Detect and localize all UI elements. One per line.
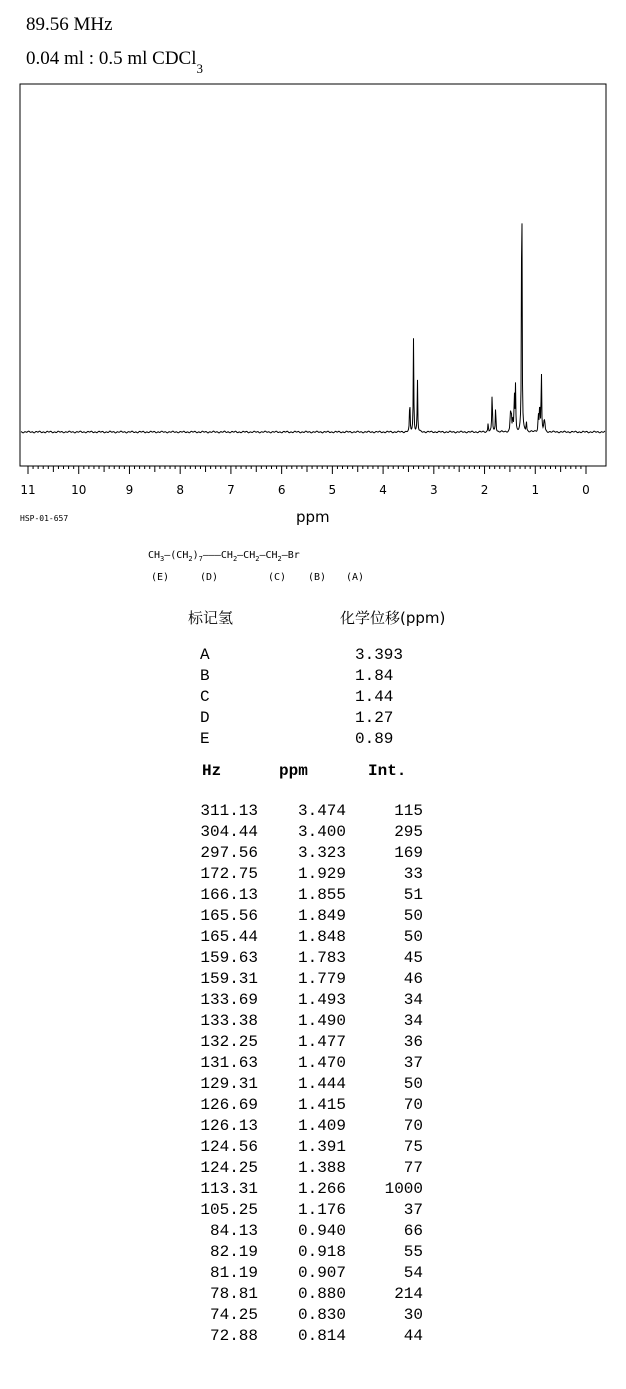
peak-ppm-cell: 1.415 (297, 1096, 346, 1114)
shift-row-value: 1.84 (355, 667, 394, 685)
peak-hz-cell: 166.13 (200, 886, 258, 904)
peak-ppm-cell: 1.779 (297, 970, 346, 988)
group-label-c: (C) (268, 572, 287, 583)
x-tick-label: 9 (125, 483, 134, 497)
peak-hz-cell: 82.19 (209, 1243, 258, 1261)
x-tick-label: 5 (328, 483, 337, 497)
shift-row-value: 1.44 (355, 688, 394, 706)
peak-int-cell: 75 (403, 1138, 423, 1156)
solvent-text: 0.04 ml : 0.5 ml CDCl (26, 48, 197, 69)
peak-ppm-cell: 1.493 (297, 991, 346, 1009)
peak-ppm-cell: 0.880 (297, 1285, 346, 1303)
peak-ppm-cell: 1.783 (297, 949, 346, 967)
shift-row-label: D (200, 709, 210, 727)
peak-int-cell: 46 (403, 970, 423, 988)
peak-hz-cell: 133.38 (200, 1012, 258, 1030)
peak-ppm-cell: 1.470 (297, 1054, 346, 1072)
peak-ppm-cell: 1.477 (297, 1033, 346, 1051)
shift-row-label: E (200, 730, 210, 748)
peak-ppm-cell: 1.444 (297, 1075, 346, 1093)
shift-row-value: 3.393 (355, 646, 404, 664)
peak-hz-cell: 304.44 (200, 823, 258, 841)
peak-header-hz: Hz (202, 762, 222, 780)
spectrum-code: HSP-01-657 (20, 514, 69, 523)
peak-int-cell: 30 (403, 1306, 423, 1324)
peak-hz-cell: 159.63 (200, 949, 258, 967)
peak-hz-cell: 159.31 (200, 970, 258, 988)
x-axis-ticks (28, 466, 586, 474)
peak-header-int: Int. (368, 762, 407, 780)
peak-hz-cell: 126.69 (200, 1096, 258, 1114)
peak-hz-cell: 78.81 (209, 1285, 258, 1303)
structure-formula (148, 550, 300, 563)
peak-int-cell: 214 (394, 1285, 423, 1303)
x-tick-label: 6 (277, 483, 286, 497)
peak-int-cell: 34 (403, 991, 423, 1009)
peak-ppm-cell: 1.848 (297, 928, 346, 946)
peak-hz-cell: 311.13 (200, 802, 258, 820)
peak-int-cell: 55 (403, 1243, 423, 1261)
group-label-b: (B) (308, 572, 327, 583)
peak-ppm-cell: 1.855 (297, 886, 346, 904)
peak-hz-cell: 113.31 (200, 1180, 258, 1198)
peak-int-cell: 45 (403, 949, 423, 967)
peak-ppm-cell: 0.940 (297, 1222, 346, 1240)
formula-sub: 2 (232, 555, 238, 563)
peak-ppm-cell: 1.929 (297, 865, 346, 883)
peak-int-cell: 70 (403, 1117, 423, 1135)
peak-hz-cell: 133.69 (200, 991, 258, 1009)
peak-hz-cell: 297.56 (200, 844, 258, 862)
x-tick-label: 4 (379, 483, 387, 497)
formula-ch3: CH (148, 550, 161, 561)
peak-ppm-cell: 1.176 (297, 1201, 346, 1219)
peak-int-cell: 34 (403, 1012, 423, 1030)
peak-int-cell: 77 (403, 1159, 423, 1177)
formula-sub: 7 (198, 555, 203, 563)
formula-sub: 2 (255, 555, 260, 563)
formula-sub: 2 (277, 555, 282, 563)
formula-part: —CH (259, 550, 278, 561)
group-label-a: (A) (346, 572, 365, 583)
nmr-spectrum-chart (0, 0, 626, 540)
peak-ppm-cell: 0.830 (297, 1306, 346, 1324)
peak-ppm-cell: 0.814 (297, 1327, 346, 1345)
formula-sub: 2 (188, 555, 193, 563)
shift-row-value: 1.27 (355, 709, 394, 727)
shift-row-value: 0.89 (355, 730, 394, 748)
peak-int-cell: 33 (403, 865, 423, 883)
peak-int-cell: 50 (403, 928, 423, 946)
formula-part: ———CH (202, 550, 233, 561)
peak-int-cell: 70 (403, 1096, 423, 1114)
peak-hz-cell: 126.13 (200, 1117, 258, 1135)
peak-hz-cell: 129.31 (200, 1075, 258, 1093)
spectrometer-frequency: 89.56 MHz (26, 14, 113, 35)
peak-ppm-cell: 1.266 (297, 1180, 346, 1198)
shift-row-label: C (200, 688, 210, 706)
spectrum-trace (21, 223, 605, 433)
plot-frame (20, 84, 606, 466)
x-tick-label: 11 (20, 483, 36, 497)
peak-hz-cell: 165.44 (200, 928, 258, 946)
peak-header-ppm: ppm (279, 762, 308, 780)
formula-sub: 3 (160, 555, 165, 563)
peak-hz-cell: 124.56 (200, 1138, 258, 1156)
peak-hz-cell: 165.56 (200, 907, 258, 925)
peak-hz-cell: 74.25 (209, 1306, 258, 1324)
peak-ppm-cell: 3.400 (297, 823, 346, 841)
peak-ppm-cell: 1.391 (297, 1138, 346, 1156)
x-tick-label: 8 (176, 483, 185, 497)
peak-int-cell: 115 (394, 802, 423, 820)
peak-hz-cell: 105.25 (200, 1201, 258, 1219)
peak-int-cell: 37 (403, 1054, 423, 1072)
peak-int-cell: 1000 (384, 1180, 423, 1198)
peak-int-cell: 51 (403, 886, 423, 904)
shift-row-label: A (200, 646, 210, 664)
peak-ppm-cell: 1.849 (297, 907, 346, 925)
group-label-e: (E) (151, 572, 170, 583)
shift-row-label: B (200, 667, 210, 685)
solvent-subscript: 3 (196, 60, 203, 76)
peak-hz-cell: 132.25 (200, 1033, 258, 1051)
peak-ppm-cell: 1.490 (297, 1012, 346, 1030)
shift-table-header-label: 标记氢 (188, 609, 234, 627)
formula-part: —Br (281, 550, 300, 561)
peak-hz-cell: 72.88 (209, 1327, 258, 1345)
peak-ppm-cell: 0.907 (297, 1264, 346, 1282)
x-tick-label: 2 (480, 483, 489, 497)
formula-part: —CH (237, 550, 256, 561)
peak-int-cell: 50 (403, 907, 423, 925)
peak-ppm-cell: 3.323 (297, 844, 346, 862)
peak-int-cell: 36 (403, 1033, 423, 1051)
x-tick-label: 0 (582, 483, 590, 497)
x-tick-label: 10 (71, 483, 87, 497)
peak-int-cell: 50 (403, 1075, 423, 1093)
formula-part: —(CH (164, 550, 189, 561)
shift-table-header-value: 化学位移(ppm) (340, 609, 446, 627)
peak-ppm-cell: 3.474 (297, 802, 346, 820)
x-axis-tick-labels (20, 483, 589, 497)
peak-hz-cell: 124.25 (200, 1159, 258, 1177)
peak-ppm-cell: 1.388 (297, 1159, 346, 1177)
formula-part: ) (192, 550, 199, 561)
group-label-d: (D) (200, 572, 219, 583)
peak-int-cell: 54 (403, 1264, 423, 1282)
peak-hz-cell: 131.63 (200, 1054, 258, 1072)
x-tick-label: 3 (429, 483, 438, 497)
peak-hz-cell: 172.75 (200, 865, 258, 883)
peak-int-cell: 66 (403, 1222, 423, 1240)
x-tick-label: 7 (227, 483, 235, 497)
peak-int-cell: 37 (403, 1201, 423, 1219)
x-tick-label: 1 (531, 483, 540, 497)
x-axis-label: ppm (296, 508, 330, 526)
peak-ppm-cell: 0.918 (297, 1243, 346, 1261)
peak-hz-cell: 81.19 (209, 1264, 258, 1282)
peak-hz-cell: 84.13 (209, 1222, 258, 1240)
peak-int-cell: 169 (394, 844, 423, 862)
peak-ppm-cell: 1.409 (297, 1117, 346, 1135)
peak-int-cell: 295 (394, 823, 423, 841)
peak-int-cell: 44 (403, 1327, 423, 1345)
